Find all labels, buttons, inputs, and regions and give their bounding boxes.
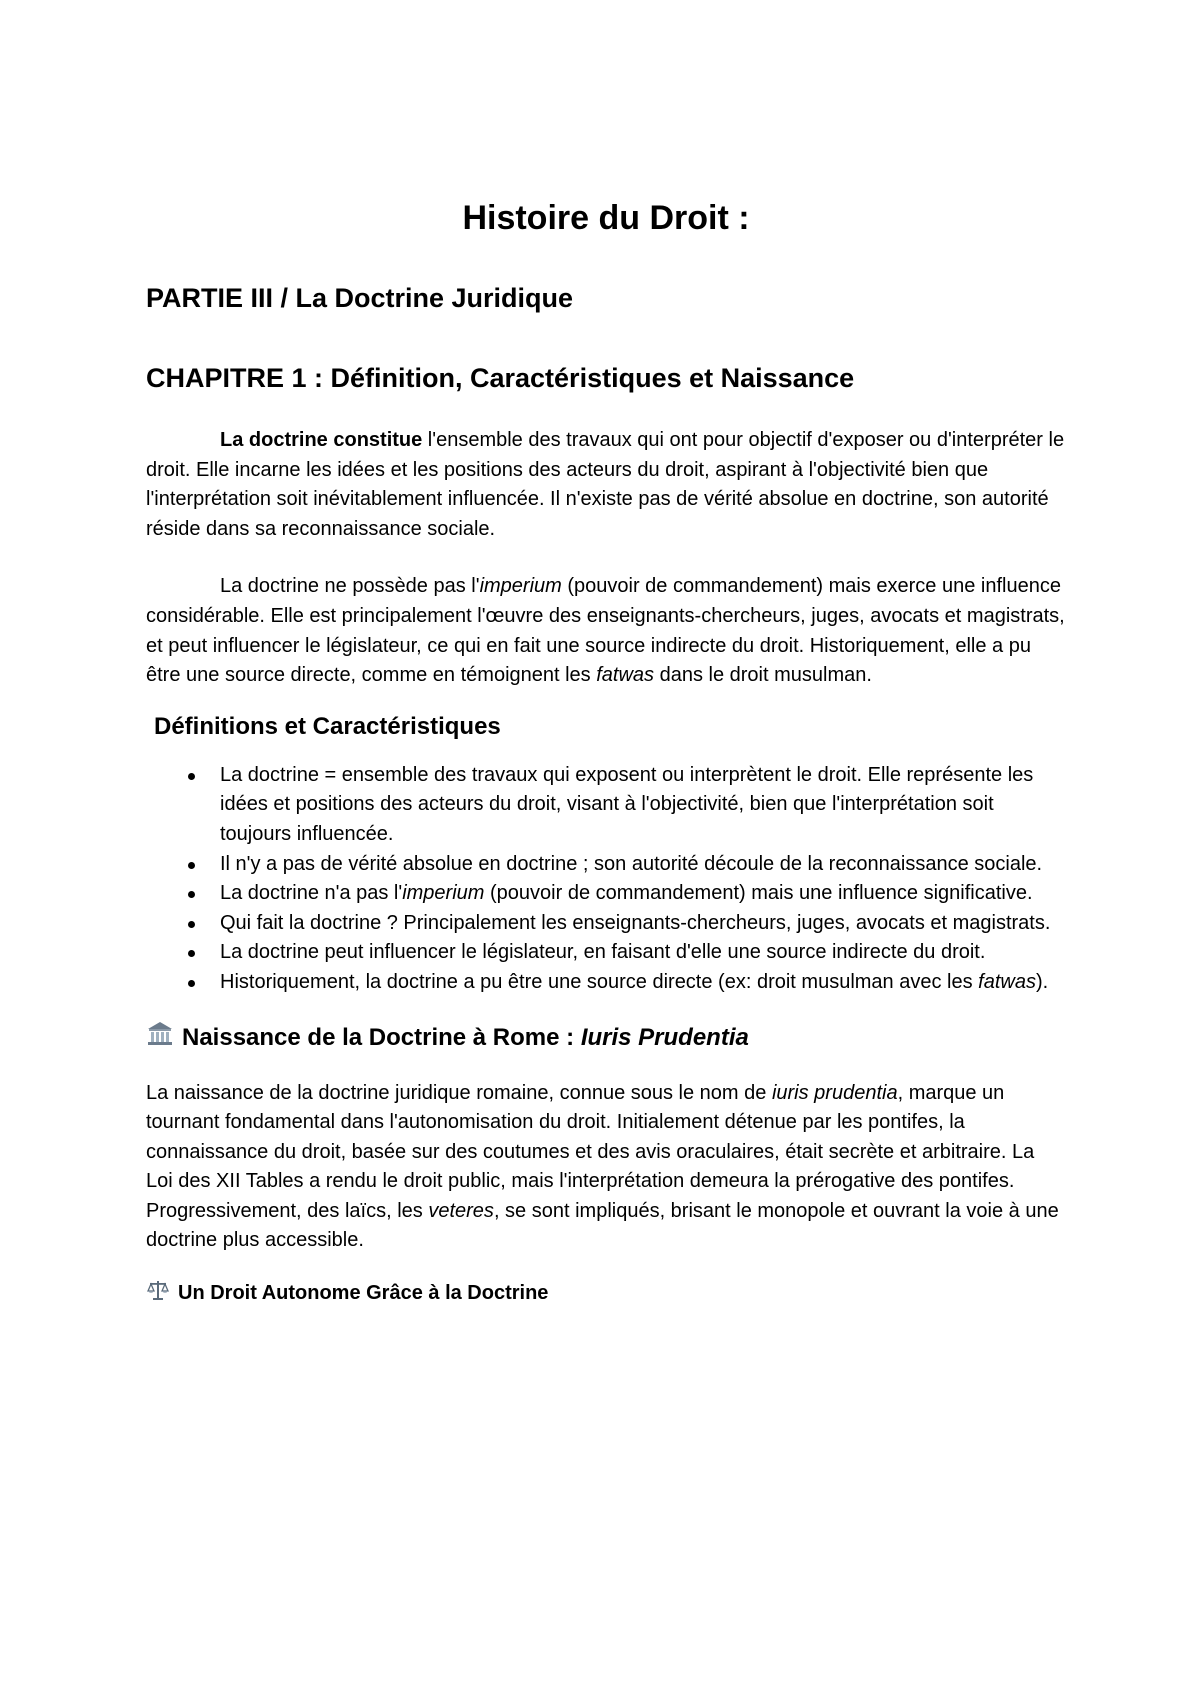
part-heading: PARTIE III / La Doctrine Juridique [146,283,574,313]
autonomy-heading [146,1278,1066,1310]
imperium-text-3: dans le droit musulman. [654,664,872,687]
list-item [220,879,1066,909]
rome-paragraph [146,1079,1066,1257]
chapter-heading: CHAPITRE 1 : Définition, Caractéristiques et Naissance [146,363,855,393]
paragraph-gap [146,544,1066,572]
document-content [146,196,1066,1310]
list-item [220,968,1066,998]
list-item [220,761,1066,850]
list-item-text: La doctrine n'a pas l' [220,882,403,905]
rome-text-1: La naissance de la doctrine juridique romaine, connue sous le nom de [146,1081,772,1104]
list-item-term: fatwas [978,970,1036,993]
definitions-heading: Définitions et Caractéristiques [154,712,501,740]
intro-lead: La doctrine constitue [220,429,423,451]
bullet-icon [188,950,195,957]
list-item-text: ). [1035,970,1049,993]
imperium-text-2: (pouvoir de commandement) mais exerce une influence considérable. Elle est principalement l'œuvre des enseignants-chercheurs, juges, avocats et magistrats, et peut influencer le législateur, ce qui en fait une source indirecte du droit. Historiquement, elle a pu être une source directe, comme en témoignent les [146,575,1065,687]
list-item-text: Qui fait la doctrine ? Principalement les enseignants-chercheurs, juges, avocats et magistrats. [220,911,1051,934]
rome-heading-label: Naissance de la Doctrine à Rome : [182,1023,581,1051]
rome-heading [146,1020,1066,1057]
fatwas-term: fatwas [596,664,655,687]
list-item-text: Il n'y a pas de vérité absolue en doctrine ; son autorité découle de la reconnaissance sociale. [220,852,1043,875]
classical-building-icon [146,1020,174,1057]
list-item-text: La doctrine peut influencer le législateur, en faisant d'elle une source indirecte du droit. [220,941,986,964]
rome-text-3: , se sont impliqués, brisant le monopole et ouvrant la voie à une doctrine plus accessible. [146,1199,1059,1252]
bullet-icon [188,980,195,987]
list-item [220,909,1066,939]
imperium-term: imperium [479,575,562,598]
veteres-term: veteres [428,1199,494,1222]
document-title: Histoire du Droit : [462,199,750,237]
list-item-text: La doctrine = ensemble des travaux qui exposent ou interprètent le droit. Elle représente les idées et positions des acteurs du droit, visant à l'objectivité, bien que l'interprétation soit toujours influencée. [220,763,1034,845]
rome-text-2: , marque un tournant fondamental dans l'autonomisation du droit. Initialement détenue par les pontifes, la connaissance du droit, basée sur des coutumes et des avis oraculaires, était secrète et arbitraire. La Loi des XII Tables a rendu le droit public, mais l'interprétation demeura la prérogative des pontifes. Progressivement, des laïcs, les [146,1081,1035,1222]
definitions-list [146,761,1066,998]
list-item-text: (pouvoir de commandement) mais une influence significative. [484,882,1033,905]
iuris-prudentia-term: iuris prudentia [771,1081,898,1104]
autonomy-heading-label: Un Droit Autonome Grâce à la Doctrine [178,1282,549,1305]
list-item-text: Historiquement, la doctrine a pu être une source directe (ex: droit musulman avec les [220,970,979,993]
list-item [220,850,1066,880]
bullet-icon [188,773,195,780]
imperium-paragraph [146,572,1066,690]
list-item [220,938,1066,968]
rome-heading-term: Iuris Prudentia [580,1023,749,1051]
list-item-term: imperium [402,882,485,905]
bullet-icon [188,921,195,928]
bullet-icon [188,862,195,869]
imperium-text-1: La doctrine ne possède pas l' [220,575,480,598]
intro-rest: l'ensemble des travaux qui ont pour objectif d'exposer ou d'interpréter le droit. Elle incarne les idées et les positions des acteurs du droit, aspirant à l'objectivité bien que l'interprétation soit inévitablement influencée. Il n'existe pas de vérité absolue en doctrine, son autorité réside dans sa reconnaissance sociale. [146,429,1065,540]
balance-scale-icon [146,1278,170,1310]
intro-paragraph [146,426,1066,544]
bullet-icon [188,891,195,898]
